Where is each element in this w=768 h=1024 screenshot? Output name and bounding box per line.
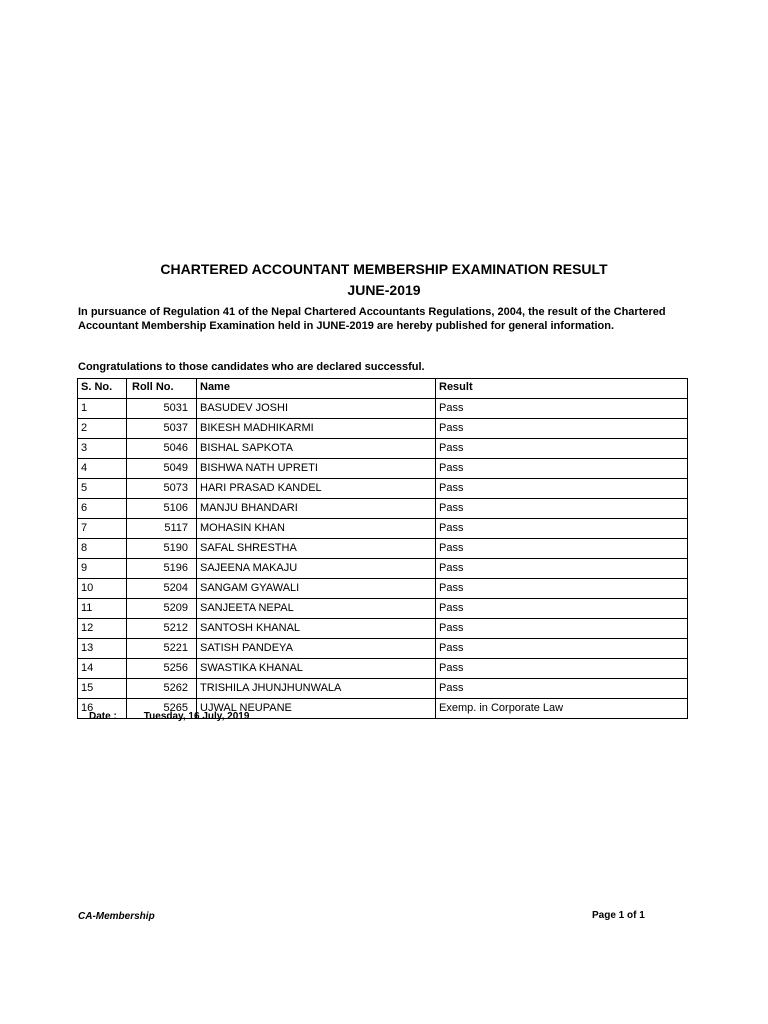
cell-result: Pass <box>436 599 688 619</box>
table-row <box>78 519 688 539</box>
cell-result: Pass <box>436 459 688 479</box>
table-row <box>78 459 688 479</box>
cell-name: HARI PRASAD KANDEL <box>197 479 436 499</box>
cell-roll: 5196 <box>127 559 197 579</box>
cell-sno: 1 <box>78 399 127 419</box>
page-number: Page 1 of 1 <box>592 910 645 921</box>
cell-roll: 5212 <box>127 619 197 639</box>
cell-sno: 8 <box>78 539 127 559</box>
header-name: Name <box>197 379 436 399</box>
congratulations-text: Congratulations to those candidates who are declared successful. <box>78 361 425 373</box>
cell-name: BIKESH MADHIKARMI <box>197 419 436 439</box>
cell-sno: 11 <box>78 599 127 619</box>
cell-name: SANTOSH KHANAL <box>197 619 436 639</box>
cell-sno: 13 <box>78 639 127 659</box>
cell-name: TRISHILA JHUNJHUNWALA <box>197 679 436 699</box>
table-row <box>78 579 688 599</box>
cell-roll: 5031 <box>127 399 197 419</box>
cell-result: Pass <box>436 479 688 499</box>
cell-result: Pass <box>436 559 688 579</box>
cell-roll: 5073 <box>127 479 197 499</box>
header-sno: S. No. <box>78 379 127 399</box>
cell-sno: 14 <box>78 659 127 679</box>
document-title: CHARTERED ACCOUNTANT MEMBERSHIP EXAMINATION RESULT <box>160 261 608 277</box>
cell-name: SAFAL SHRESTHA <box>197 539 436 559</box>
cell-sno: 4 <box>78 459 127 479</box>
cell-name: BISHAL SAPKOTA <box>197 439 436 459</box>
cell-roll: 5265 <box>127 699 197 719</box>
table-row <box>78 679 688 699</box>
cell-sno: 9 <box>78 559 127 579</box>
cell-name: SAJEENA MAKAJU <box>197 559 436 579</box>
cell-name: SWASTIKA KHANAL <box>197 659 436 679</box>
table-row <box>78 439 688 459</box>
header-result: Result <box>436 379 688 399</box>
table-header-row <box>78 379 688 399</box>
cell-result: Pass <box>436 579 688 599</box>
cell-sno: 2 <box>78 419 127 439</box>
cell-sno: 6 <box>78 499 127 519</box>
cell-result: Pass <box>436 539 688 559</box>
table-row <box>78 539 688 559</box>
cell-name: UJWAL NEUPANE <box>197 699 436 719</box>
intro-paragraph: In pursuance of Regulation 41 of the Nepal Chartered Accountants Regulations, 2004, the result of the Chartered Accountant Membership Examination held in JUNE-2019 are hereby published for general information. <box>78 306 666 332</box>
results-table <box>77 378 688 719</box>
cell-roll: 5204 <box>127 579 197 599</box>
header-roll: Roll No. <box>127 379 197 399</box>
cell-name: BASUDEV JOSHI <box>197 399 436 419</box>
cell-roll: 5262 <box>127 679 197 699</box>
footer-left: CA-Membership <box>78 911 155 922</box>
cell-result: Pass <box>436 679 688 699</box>
cell-name: BISHWA NATH UPRETI <box>197 459 436 479</box>
cell-roll: 5190 <box>127 539 197 559</box>
cell-roll: 5037 <box>127 419 197 439</box>
date-label: Date : <box>89 711 117 722</box>
cell-roll: 5046 <box>127 439 197 459</box>
cell-roll: 5106 <box>127 499 197 519</box>
cell-name: SATISH PANDEYA <box>197 639 436 659</box>
table-row <box>78 419 688 439</box>
cell-sno: 5 <box>78 479 127 499</box>
cell-result: Exemp. in Corporate Law <box>436 699 688 719</box>
cell-roll: 5209 <box>127 599 197 619</box>
cell-sno: 16 <box>78 699 127 719</box>
table-row <box>78 599 688 619</box>
table-row <box>78 399 688 419</box>
table-row <box>78 499 688 519</box>
table-row <box>78 639 688 659</box>
cell-roll: 5256 <box>127 659 197 679</box>
cell-roll: 5221 <box>127 639 197 659</box>
date-value: Tuesday, 16 July, 2019 <box>143 711 250 722</box>
cell-sno: 12 <box>78 619 127 639</box>
cell-sno: 10 <box>78 579 127 599</box>
cell-result: Pass <box>436 499 688 519</box>
cell-roll: 5117 <box>127 519 197 539</box>
cell-sno: 7 <box>78 519 127 539</box>
cell-result: Pass <box>436 399 688 419</box>
cell-sno: 15 <box>78 679 127 699</box>
table-row <box>78 619 688 639</box>
cell-result: Pass <box>436 419 688 439</box>
cell-roll: 5049 <box>127 459 197 479</box>
cell-result: Pass <box>436 619 688 639</box>
cell-name: MOHASIN KHAN <box>197 519 436 539</box>
document-subtitle: JUNE-2019 <box>347 282 421 298</box>
cell-result: Pass <box>436 639 688 659</box>
cell-sno: 3 <box>78 439 127 459</box>
cell-result: Pass <box>436 659 688 679</box>
table-row <box>78 659 688 679</box>
date-line <box>89 711 249 722</box>
cell-name: SANJEETA NEPAL <box>197 599 436 619</box>
table-row <box>78 479 688 499</box>
cell-name: MANJU BHANDARI <box>197 499 436 519</box>
cell-result: Pass <box>436 439 688 459</box>
cell-result: Pass <box>436 519 688 539</box>
table-row <box>78 559 688 579</box>
cell-name: SANGAM GYAWALI <box>197 579 436 599</box>
